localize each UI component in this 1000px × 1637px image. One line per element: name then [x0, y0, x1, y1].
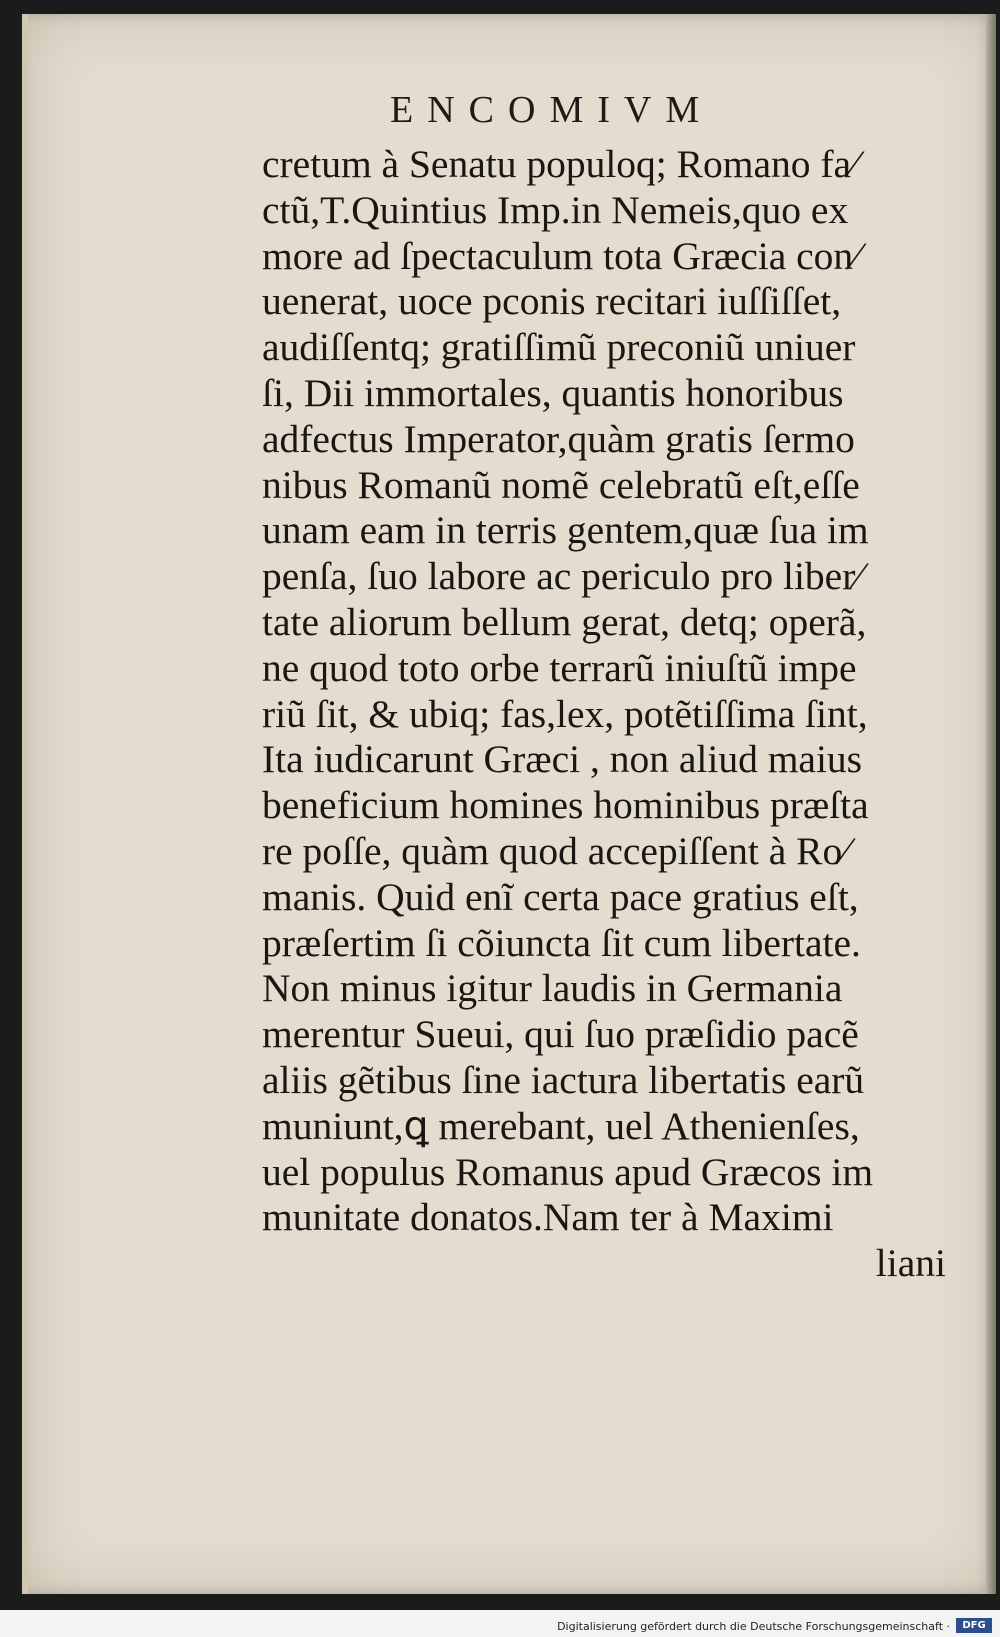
text-line: Non minus igitur laudis in Germania [262, 966, 843, 1011]
text-line: Ita iudicarunt Græci , non aliud maius [262, 737, 863, 782]
text-line: unam eam in terris gentem,quæ ſua im [262, 508, 869, 553]
page-edge [986, 14, 996, 1594]
text-line: audiſſentq; gratiſſimũ preconiũ uniuer [262, 325, 856, 370]
text-line: beneficium homines hominibus præſta [262, 783, 869, 828]
text-line: uenerat, uoce pconis recitari iuſſiſſet, [262, 279, 842, 324]
text-line: re poſſe, quàm quod accepiſſent à Ro⁄ [262, 828, 849, 873]
body-text [262, 142, 952, 1287]
text-line: cretum à Senatu populoq; Romano fa⁄ [262, 142, 858, 186]
text-line: nibus Romanũ nomẽ celebratũ eſt,eſſe [262, 462, 860, 507]
text-line: adfectus Imperator,quàm gratis ſermo [262, 416, 855, 461]
text-line: uel populus Romanus apud Græcos im [262, 1149, 874, 1194]
text-line: ne quod toto orbe terrarũ iniuſtũ impe [262, 645, 857, 690]
text-line: muniunt,ꝗ merebant, uel Athenienſes, [262, 1103, 860, 1148]
catchword: liani [875, 1241, 946, 1286]
digitization-credit: Digitalisierung gefördert durch die Deutsche Forschungsgemeinschaft · [557, 1620, 950, 1633]
text-line: tate aliorum bellum gerat, detq; operã, [262, 599, 867, 644]
text-line: munitate donatos.Nam ter à Maximi [262, 1195, 834, 1240]
running-header: ENCOMIVM [390, 89, 714, 131]
text-line: manis. Quid enĩ certa pace gratius eſt, [262, 874, 859, 919]
text-line: penſa, ſuo labore ac periculo pro liber⁄ [262, 554, 862, 599]
text-line: ſi, Dii immortales, quantis honoribus [262, 370, 844, 415]
text-line: more ad ſpectaculum tota Græcia con⁄ [262, 233, 860, 278]
text-line: aliis gẽtibus ſine iactura libertatis earũ [262, 1057, 865, 1102]
text-line: riũ ſit, & ubiq; fas,lex, potẽtiſſima ſint, [262, 691, 868, 736]
text-line: merentur Sueui, qui ſuo præſidio pacẽ [262, 1012, 859, 1057]
text-line: ctũ,T.Quintius Imp.in Nemeis,quo ex [262, 187, 849, 232]
text-line: præſertim ſi cõiuncta ſit cum libertate. [262, 920, 861, 965]
dfg-logo: DFG [956, 1618, 992, 1633]
